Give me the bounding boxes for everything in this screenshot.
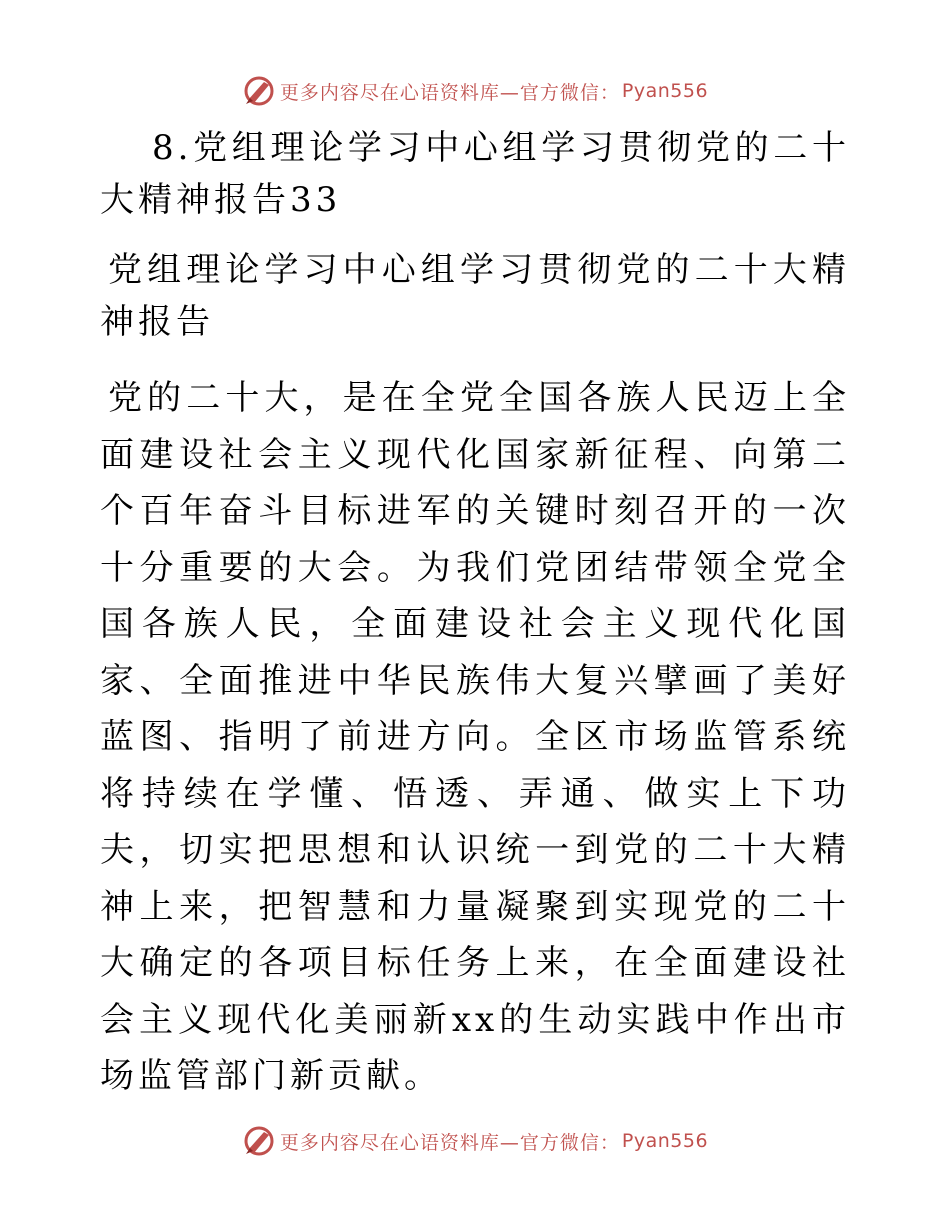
document-content <box>100 122 850 1105</box>
document-title: 8.党组理论学习中心组学习贯彻党的二十大精神报告33 <box>100 128 850 220</box>
pen-logo-icon <box>242 74 276 108</box>
document-subtitle: 党组理论学习中心组学习贯彻党的二十大精神报告 <box>100 250 850 342</box>
footer-watermark <box>0 1124 950 1158</box>
pen-logo-icon <box>242 1124 276 1158</box>
header-watermark <box>0 74 950 108</box>
watermark-text: 更多内容尽在心语资料库—官方微信： <box>279 1131 620 1154</box>
watermark-wechat-id: Pyan556 <box>621 1130 709 1152</box>
watermark-wechat-id: Pyan556 <box>621 80 709 102</box>
document-body: 党的二十大，是在全党全国各族人民迈上全面建设社会主义现代化国家新征程、向第二个百年奋斗目标进军的关键时刻召开的一次十分重要的大会。为我们党团结带领全党全国各族人民，全面建设社会主义现代化国家、全面推进中华民族伟大复兴擘画了美好蓝图、指明了前进方向。全区市场监管系统将持续在学懂、悟透、弄通、做实上下功夫，切实把思想和认识统一到党的二十大精神上来，把智慧和力量凝聚到实现党的二十大确定的各项目标任务上来，在全面建设社会主义现代化美丽新xx的生动实践中作出市场监管部门新贡献。 <box>100 378 850 1096</box>
watermark-text: 更多内容尽在心语资料库—官方微信： <box>279 81 620 104</box>
